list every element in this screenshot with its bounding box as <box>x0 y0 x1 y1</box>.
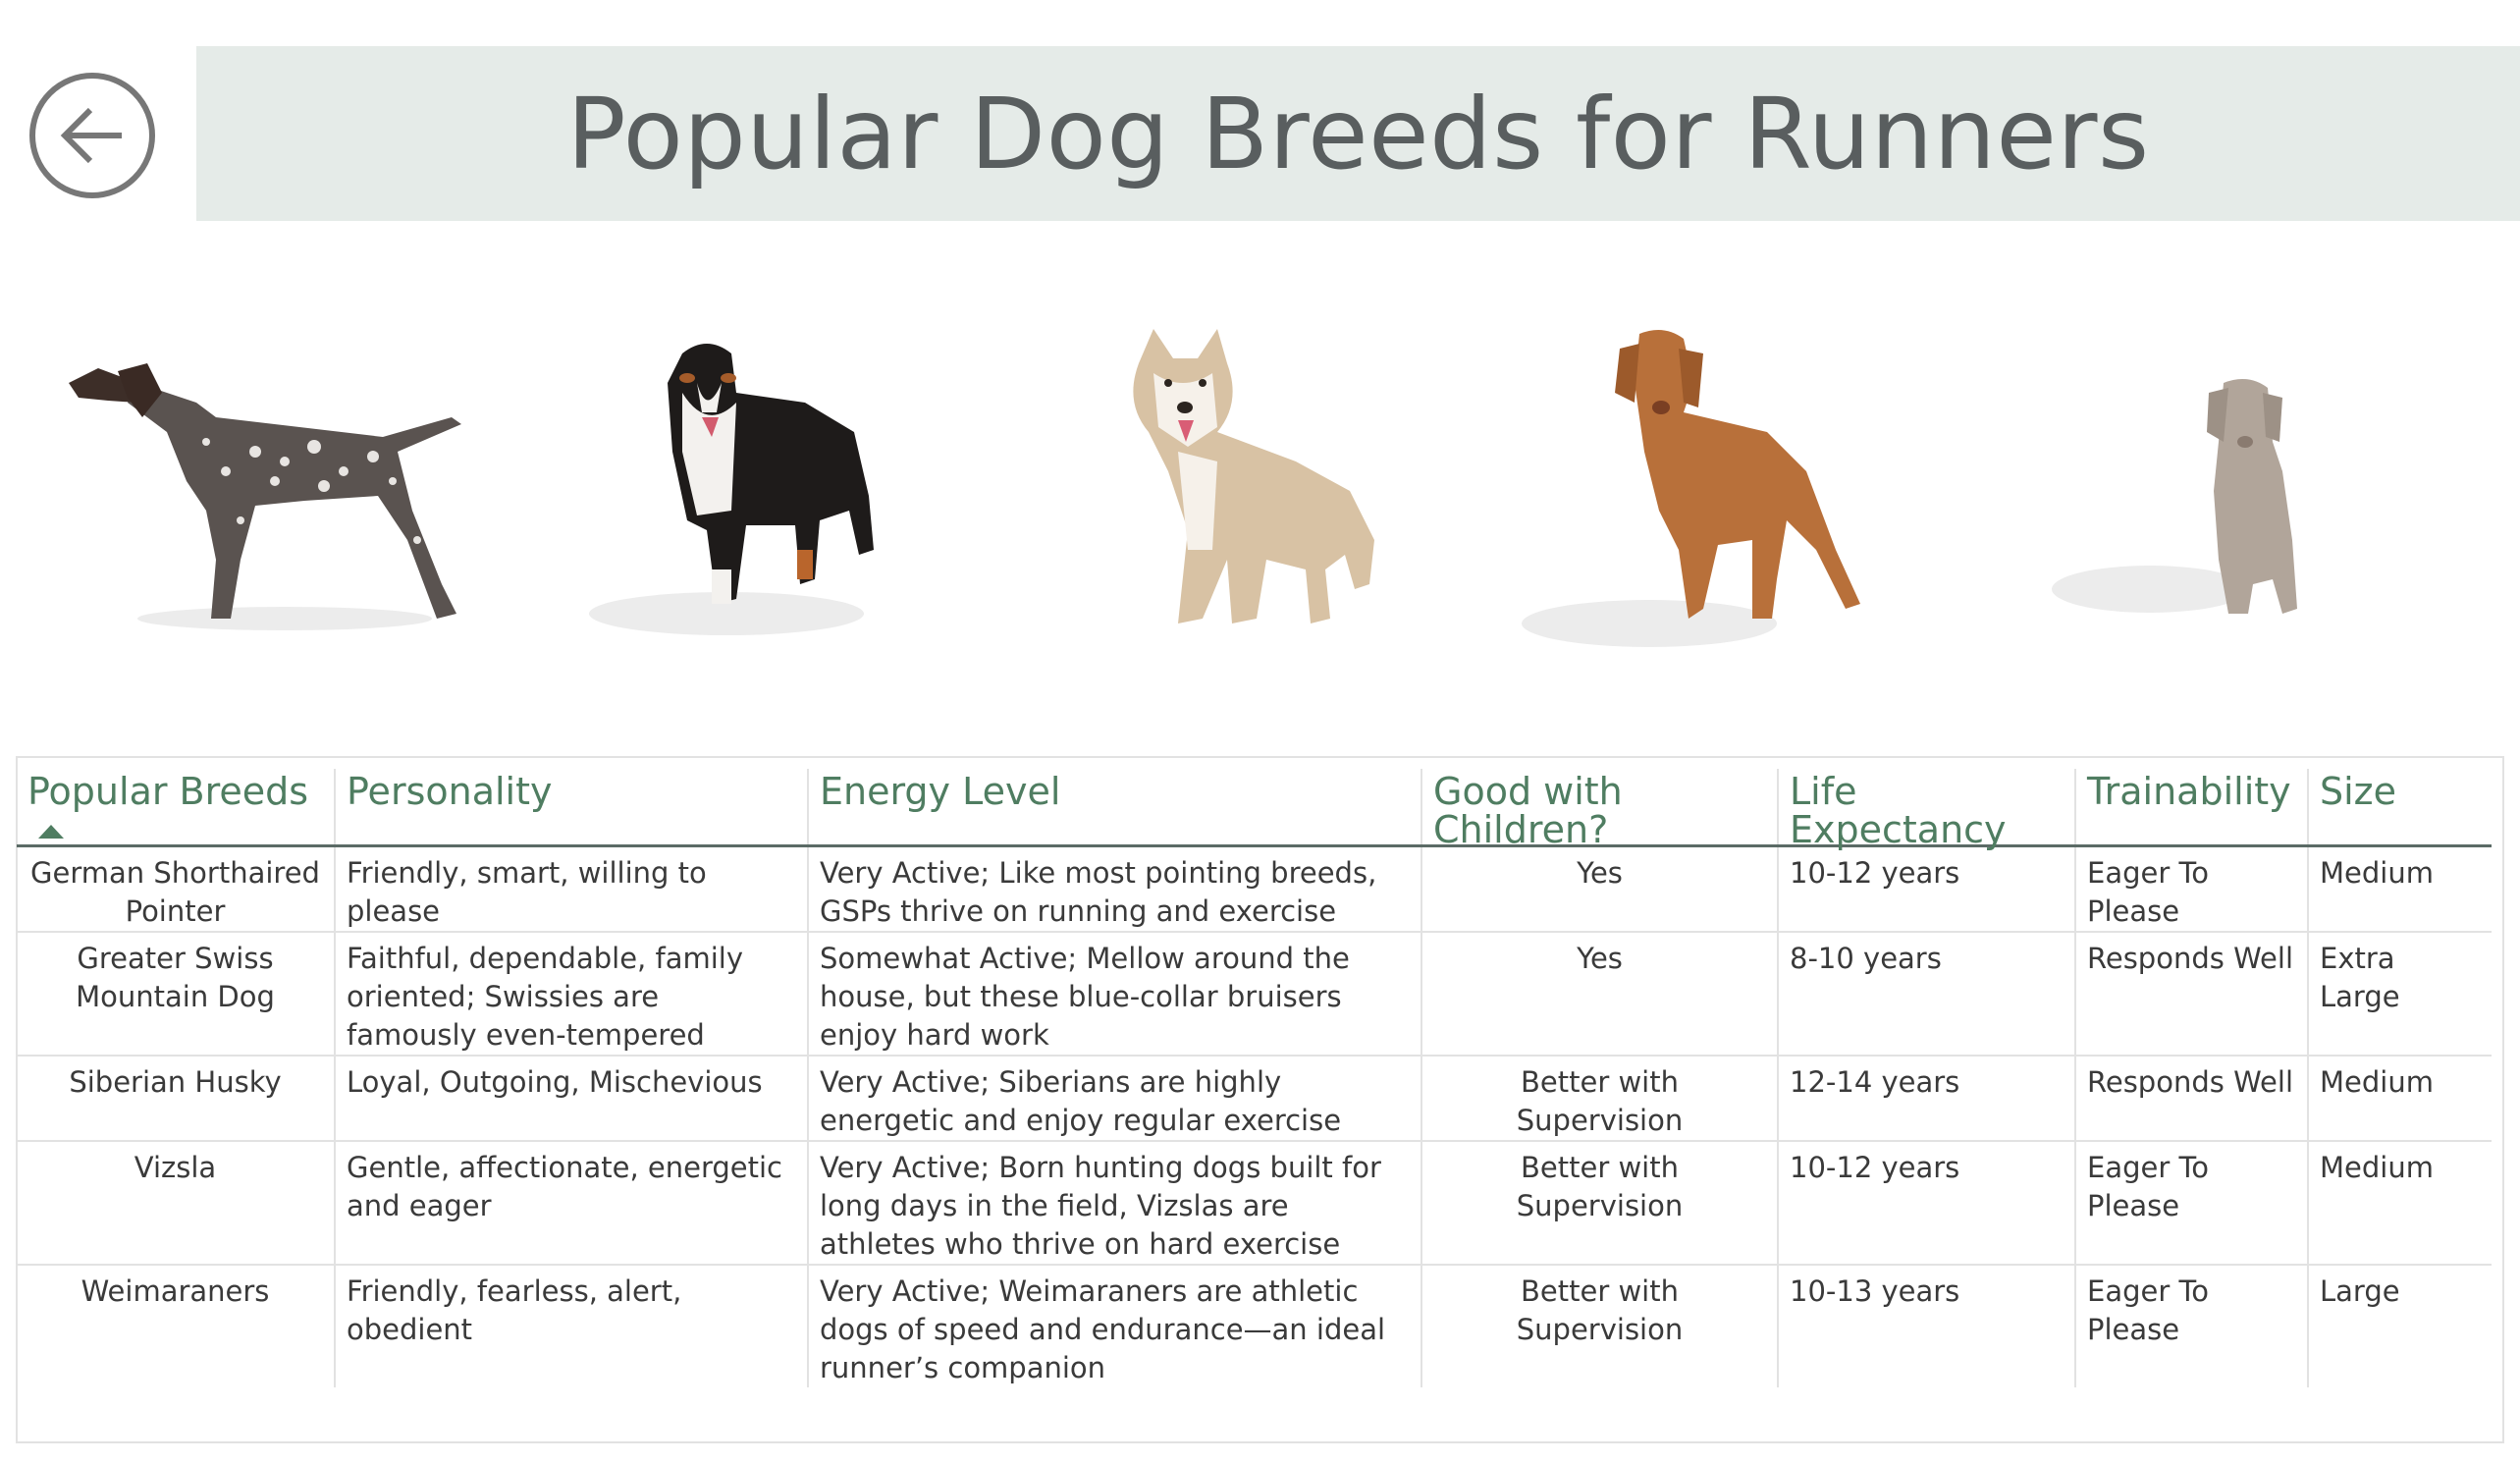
column-header-life-expectancy[interactable] <box>1777 769 2074 851</box>
children-cell: Better with Supervision <box>1421 1142 1777 1264</box>
size-cell: Medium <box>2307 1057 2492 1140</box>
energy-cell: Very Active; Born hunting dogs built for long days in the field, Vizslas are athletes who thrive on hard exercise <box>807 1142 1421 1264</box>
personality-cell: Gentle, affectionate, energetic and eager <box>334 1142 807 1264</box>
personality-cell: Friendly, smart, willing to please <box>334 847 807 931</box>
column-header-label: Trainability <box>2087 770 2291 813</box>
life-expectancy-cell: 10-12 years <box>1777 1142 2074 1264</box>
energy-cell: Very Active; Weimaraners are athletic dogs of speed and endurance—an ideal runner’s companion <box>807 1266 1421 1387</box>
personality-cell: Loyal, Outgoing, Mischevious <box>334 1057 807 1140</box>
back-button[interactable] <box>29 73 155 198</box>
siberian-husky-image <box>1119 324 1394 638</box>
breed-cell: Weimaraners <box>80 1274 270 1308</box>
column-header-label: Energy Level <box>820 770 1061 813</box>
weimaraner-image <box>2052 373 2317 628</box>
trainability-cell: Responds Well <box>2074 1057 2307 1140</box>
breed-cell: German Shorthaired Pointer <box>30 856 320 928</box>
column-header-label: Size <box>2320 770 2397 813</box>
column-header-popular-breeds[interactable] <box>17 769 334 844</box>
table-row[interactable] <box>17 1266 2492 1387</box>
energy-cell: Somewhat Active; Mellow around the house, but these blue-collar bruisers enjoy hard work <box>807 933 1421 1055</box>
table-header-row <box>17 769 2492 851</box>
size-cell: Medium <box>2307 847 2492 931</box>
breeds-table <box>17 769 2492 1387</box>
column-header-label: Good with Children? <box>1433 770 1623 851</box>
german-shorthaired-pointer-image <box>59 324 481 638</box>
column-header-label: Life Expectancy <box>1790 770 2007 851</box>
breed-cell: Greater Swiss Mountain Dog <box>76 942 275 1013</box>
column-header-trainability[interactable] <box>2074 769 2307 844</box>
table-row[interactable] <box>17 847 2492 933</box>
page-title: Popular Dog Breeds for Runners <box>566 76 2150 191</box>
trainability-cell: Eager To Please <box>2074 1142 2307 1264</box>
column-header-energy-level[interactable] <box>807 769 1421 844</box>
trainability-cell: Responds Well <box>2074 933 2307 1055</box>
breed-cell: Vizsla <box>134 1151 217 1184</box>
energy-cell: Very Active; Like most pointing breeds, GSPs thrive on running and exercise <box>807 847 1421 931</box>
trainability-cell: Eager To Please <box>2074 847 2307 931</box>
size-cell: Medium <box>2307 1142 2492 1264</box>
life-expectancy-cell: 10-12 years <box>1777 847 2074 931</box>
column-header-good-with-children[interactable] <box>1421 769 1777 851</box>
children-cell: Yes <box>1421 933 1777 1055</box>
energy-cell: Very Active; Siberians are highly energetic and enjoy regular exercise <box>807 1057 1421 1140</box>
column-header-label: Personality <box>347 770 553 813</box>
children-cell: Yes <box>1421 847 1777 931</box>
greater-swiss-mountain-dog-image <box>589 324 884 638</box>
back-arrow-icon <box>53 96 132 175</box>
children-cell: Better with Supervision <box>1421 1266 1777 1387</box>
column-header-size[interactable] <box>2307 769 2492 844</box>
column-header-personality[interactable] <box>334 769 807 844</box>
table-row[interactable] <box>17 933 2492 1057</box>
children-cell: Better with Supervision <box>1421 1057 1777 1140</box>
size-cell: Extra Large <box>2307 933 2492 1055</box>
personality-cell: Faithful, dependable, family oriented; Swissies are famously even-tempered <box>334 933 807 1055</box>
life-expectancy-cell: 12-14 years <box>1777 1057 2074 1140</box>
sort-ascending-icon <box>38 825 64 839</box>
title-banner <box>196 46 2520 221</box>
personality-cell: Friendly, fearless, alert, obedient <box>334 1266 807 1387</box>
table-row[interactable] <box>17 1057 2492 1142</box>
breed-cell: Siberian Husky <box>69 1065 282 1099</box>
size-cell: Large <box>2307 1266 2492 1387</box>
vizsla-image <box>1512 324 1904 648</box>
table-row[interactable] <box>17 1142 2492 1266</box>
column-header-label: Popular Breeds <box>27 770 309 813</box>
life-expectancy-cell: 10-13 years <box>1777 1266 2074 1387</box>
trainability-cell: Eager To Please <box>2074 1266 2307 1387</box>
life-expectancy-cell: 8-10 years <box>1777 933 2074 1055</box>
